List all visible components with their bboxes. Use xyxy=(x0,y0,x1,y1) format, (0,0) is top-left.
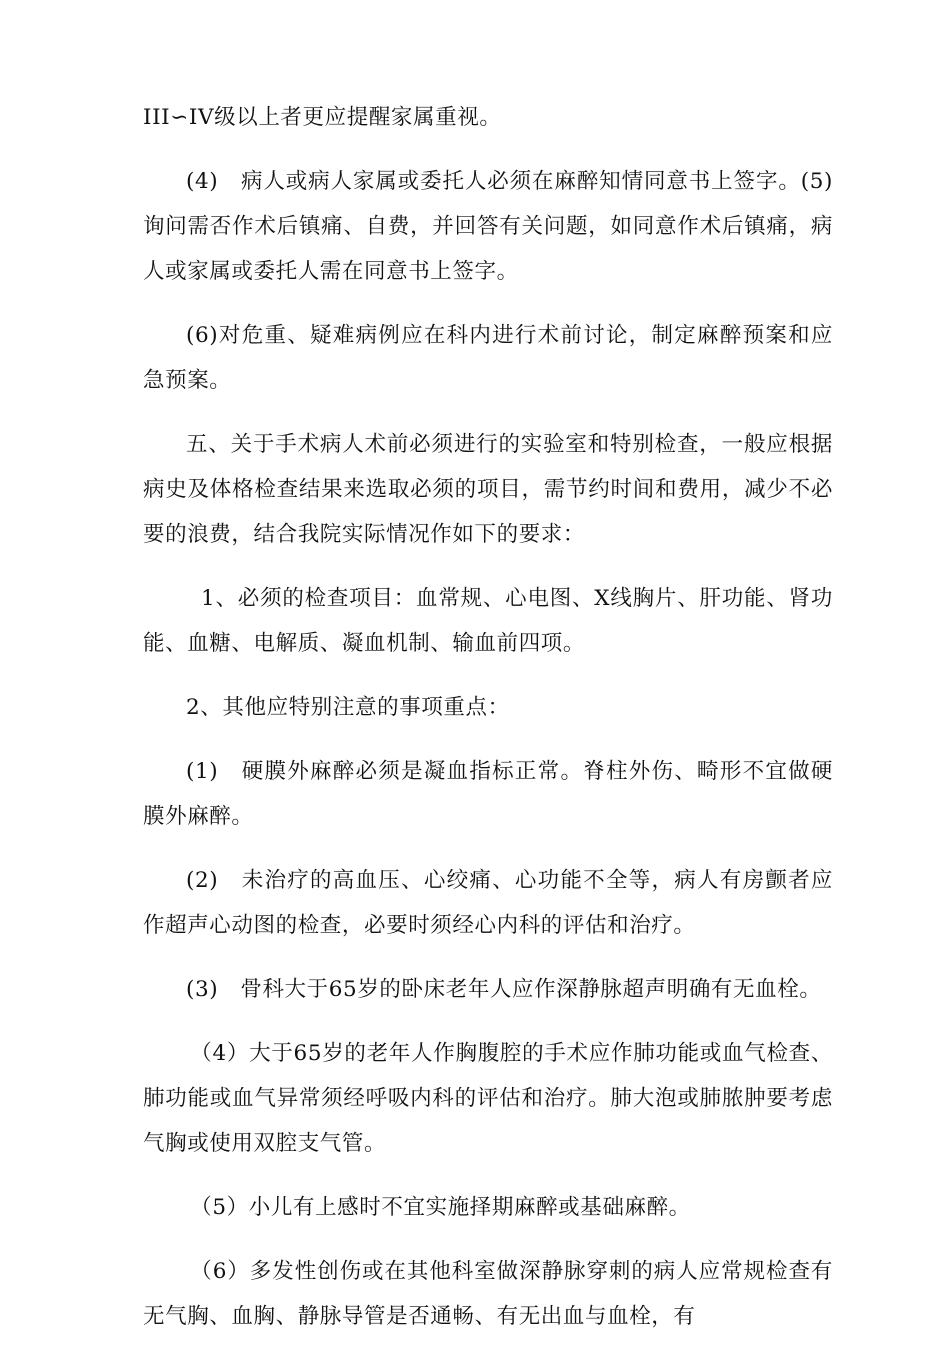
paragraph-hypertension-angina: (2) 未治疗的高血压、心绞痛、心功能不全等，病人有房颤者应作超声心动图的检查，必要时须经心内科的评估和治疗。 xyxy=(143,868,833,938)
paragraph-epidural-coagulation: (1) 硬膜外麻醉必须是凝血指标正常。脊柱外伤、畸形不宜做硬膜外麻醉。 xyxy=(143,759,833,829)
paragraph-orthopedic-thrombosis: (3) 骨科大于65岁的卧床老年人应作深静脉超声明确有无血栓。 xyxy=(186,977,822,1002)
paragraph-other-notes-heading: 2、其他应特别注意的事项重点： xyxy=(186,695,510,720)
paragraph-consent-signature: (4) 病人或病人家属或委托人必须在麻醉知情同意书上签字。(5)询问需否作术后镇痛、自费，并回答有关问题，如同意作术后镇痛，病人或家属或委托人需在同意书上签字。 xyxy=(143,169,833,284)
paragraph-asa-grade: III∽IV级以上者更应提醒家属重视。 xyxy=(143,105,502,130)
document-body xyxy=(143,95,833,1358)
paragraph-section-five-heading: 五、关于手术病人术前必须进行的实验室和特别检查，一般应根据病史及体格检查结果来选取必须的项目，需节约时间和费用，减少不必要的浪费，结合我院实际情况作如下的要求： xyxy=(143,432,833,547)
paragraph-elderly-lung-function: （4）大于65岁的老年人作胸腹腔的手术应作肺功能或血气检查、肺功能或血气异常须经呼吸内科的评估和治疗。肺大泡或肺脓肿要考虑气胸或使用双腔支气管。 xyxy=(143,1041,833,1156)
paragraph-required-tests: 1、必须的检查项目：血常规、心电图、X线胸片、肝功能、肾功能、血糖、电解质、凝血机制、输血前四项。 xyxy=(143,586,833,656)
paragraph-critical-case-discussion: (6)对危重、疑难病例应在科内进行术前讨论，制定麻醉预案和应急预案。 xyxy=(143,323,833,393)
paragraph-multiple-trauma: （6）多发性创伤或在其他科室做深静脉穿刺的病人应常规检查有无气胸、血胸、静脉导管是否通畅、有无出血与血栓，有 xyxy=(143,1259,833,1329)
paragraph-pediatric-cold: （5）小儿有上感时不宜实施择期麻醉或基础麻醉。 xyxy=(190,1195,691,1220)
